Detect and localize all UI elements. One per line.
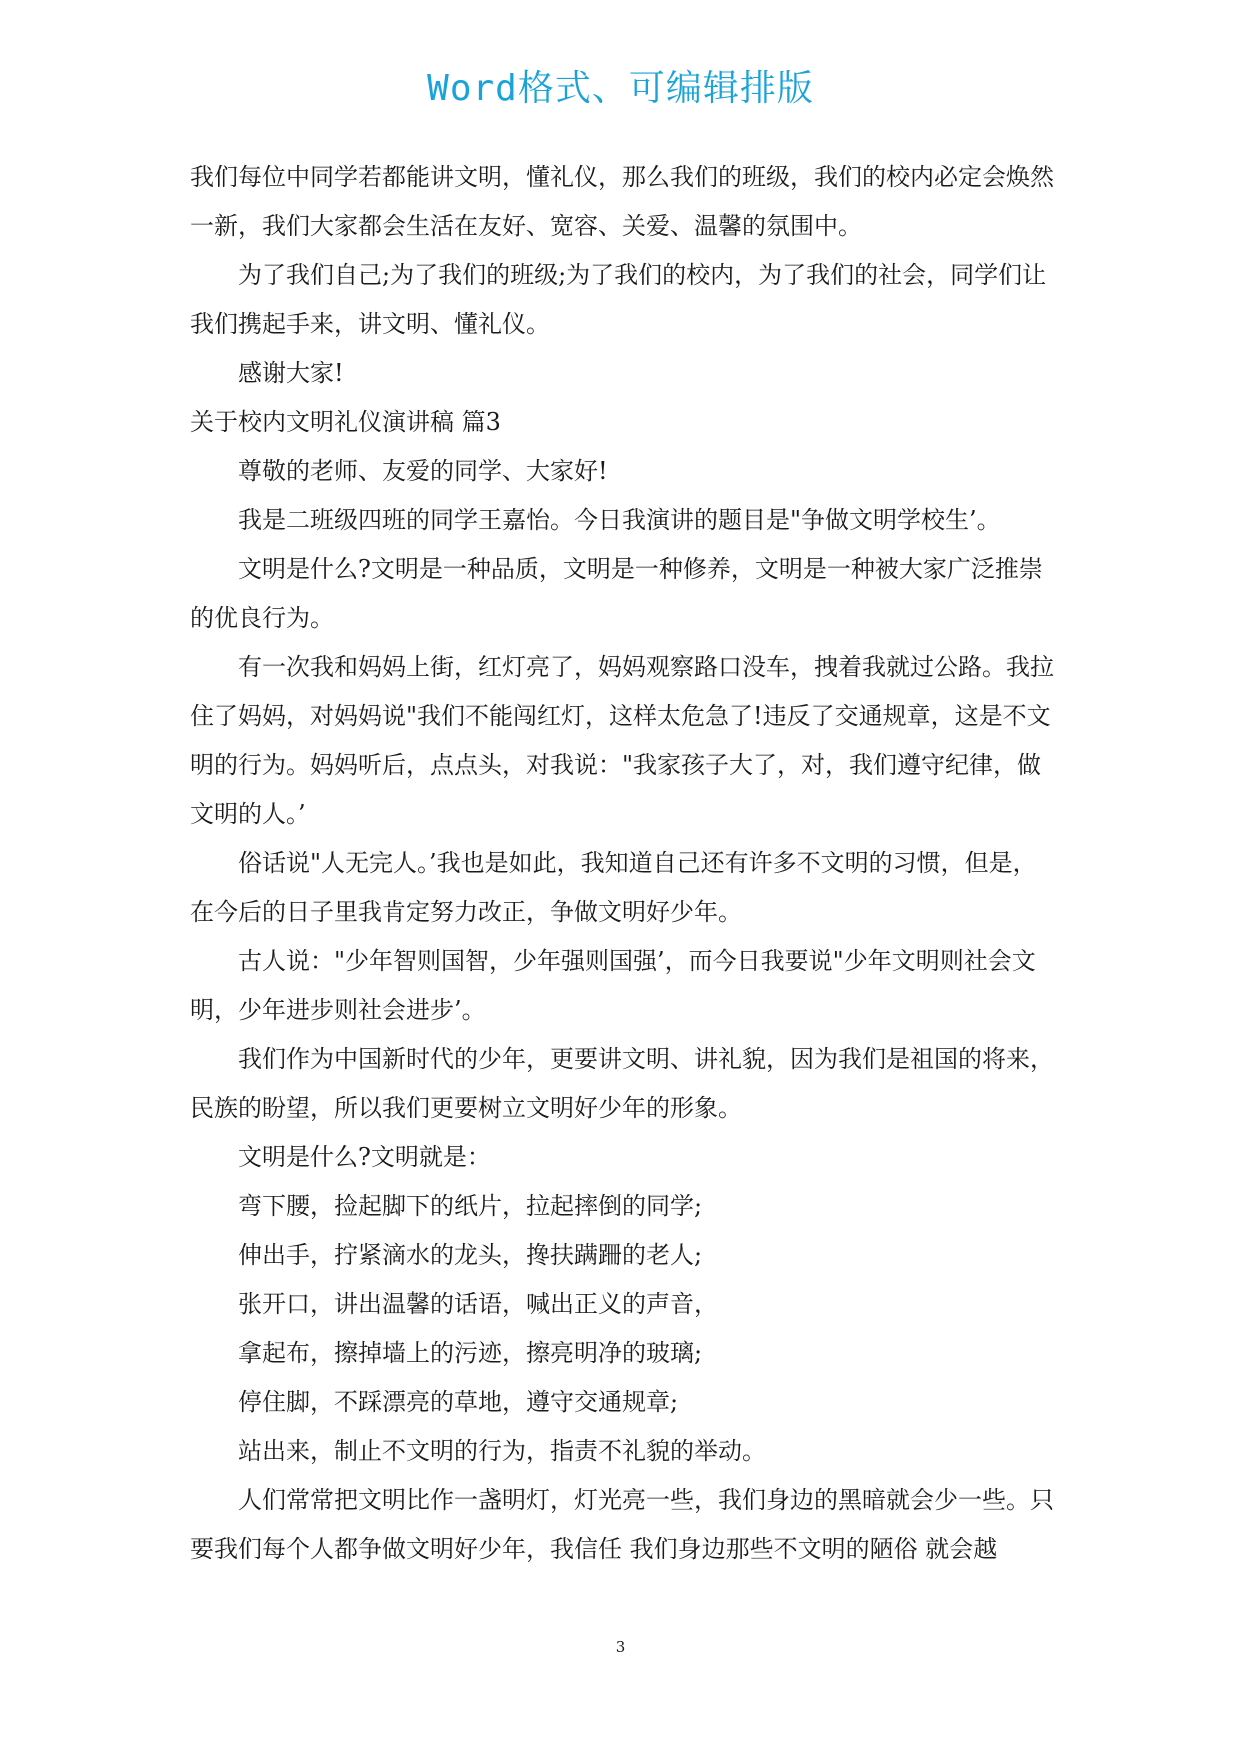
page-number: 3 <box>615 1638 626 1656</box>
paragraph-19: 人们常常把文明比作一盏明灯，灯光亮一些，我们身边的黑暗就会少一些。只要我们每个人都争做文明好少年，我信任 我们身边那些不文明的陋俗 就会越 <box>190 1486 1054 1563</box>
paragraph-13: 弯下腰，捡起脚下的纸片，拉起摔倒的同学; <box>238 1192 703 1220</box>
paragraph-17: 停住脚，不踩漂亮的草地，遵守交通规章; <box>238 1388 679 1416</box>
paragraph-10: 古人说："少年智则国智，少年强则国强’，而今日我要说"少年文明则社会文明，少年进步则社会进步’。 <box>190 947 1036 1024</box>
paragraph-18: 站出来，制止不文明的行为，指责不礼貌的举动。 <box>238 1437 766 1465</box>
paragraph-6: 我是二班级四班的同学王嘉怡。今日我演讲的题目是"争做文明学校生’。 <box>238 506 1001 534</box>
paragraph-5: 尊敬的老师、友爱的同学、大家好! <box>238 457 608 485</box>
paragraph-11: 我们作为中国新时代的少年，更要讲文明、讲礼貌，因为我们是祖国的将来，民族的盼望，所以我们更要树立文明好少年的形象。 <box>190 1045 1054 1122</box>
paragraph-1: 我们每位中同学若都能讲文明，懂礼仪，那么我们的班级，我们的校内必定会焕然一新，我们大家都会生活在友好、宽容、关爱、温馨的氛围中。 <box>190 163 1054 240</box>
paragraph-3: 感谢大家! <box>238 359 344 387</box>
document-body <box>190 153 1060 1574</box>
paragraph-2: 为了我们自己;为了我们的班级;为了我们的校内，为了我们的社会，同学们让我们携起手来，讲文明、懂礼仪。 <box>190 261 1047 338</box>
paragraph-7: 文明是什么?文明是一种品质，文明是一种修养，文明是一种被大家广泛推崇的优良行为。 <box>190 555 1043 632</box>
paragraph-12: 文明是什么?文明就是： <box>238 1143 491 1171</box>
paragraph-16: 拿起布，擦掉墙上的污迹，擦亮明净的玻璃; <box>238 1339 703 1367</box>
paragraph-15: 张开口，讲出温馨的话语，喊出正义的声音， <box>238 1290 718 1318</box>
section-heading: 关于校内文明礼仪演讲稿 篇3 <box>190 408 501 436</box>
paragraph-8: 有一次我和妈妈上街，红灯亮了，妈妈观察路口没车，拽着我就过公路。我拉住了妈妈，对妈妈说"我们不能闯红灯，这样太危急了!违反了交通规章，这是不文明的行为。妈妈听后，点点头，对我说："我家孩子大了，对，我们遵守纪律，做文明的人。’ <box>190 653 1054 828</box>
page-header-title: Word格式、可编辑排版 <box>427 68 814 109</box>
paragraph-9: 俗话说"人无完人。’我也是如此，我知道自己还有许多不文明的习惯，但是，在今后的日子里我肯定努力改正，争做文明好少年。 <box>190 849 1037 926</box>
paragraph-14: 伸出手，拧紧滴水的龙头，搀扶蹒跚的老人; <box>238 1241 703 1269</box>
